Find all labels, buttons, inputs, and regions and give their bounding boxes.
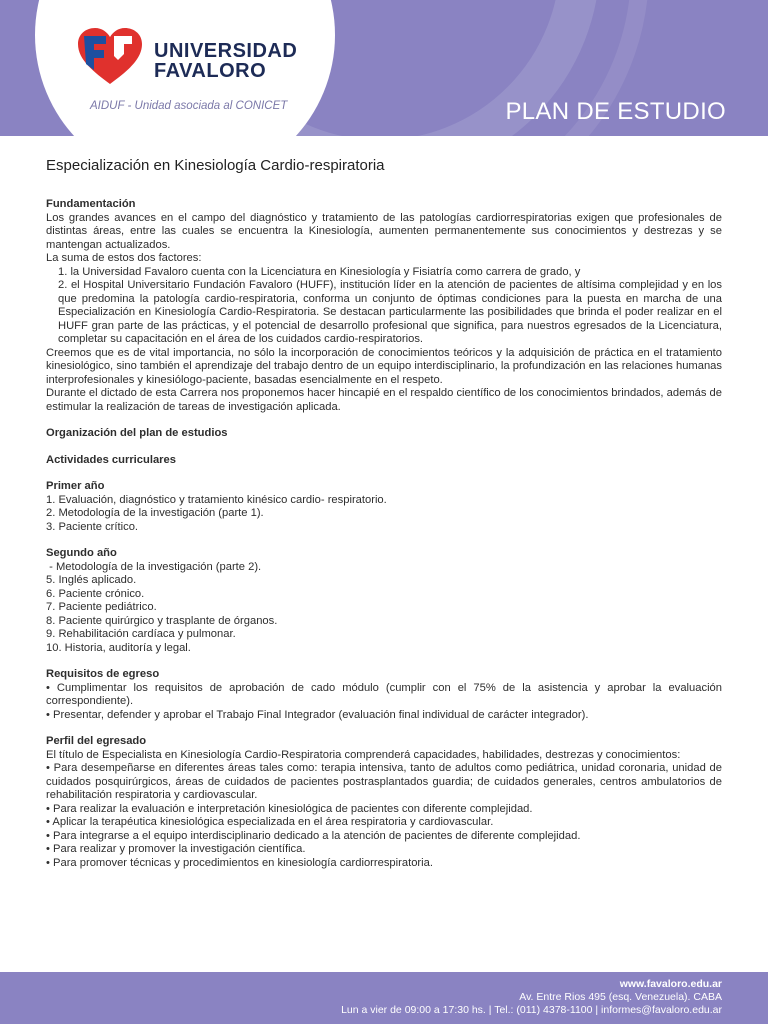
list-item: - Metodología de la investigación (parte 2). — [46, 560, 262, 573]
list-item: • Para desempeñarse en diferentes áreas tales como: terapia intensiva, tanto de adultos como pediátrica, unidad coronaria, unidad de cuidados posquirúrgicos, áreas de cuidados de pacientes postrasplantados guardia; de cuidados generales, centros ambulatorios de rehabilitación respiratoria y cardiovascular. — [46, 762, 722, 801]
list-item: 7. Paciente pediátrico. — [46, 601, 157, 613]
list-item: 8. Paciente quirúrgico y trasplante de órganos. — [46, 614, 278, 627]
list-item: • Para promover técnicas y procedimientos en kinesiología cardiorrespiratoria. — [46, 856, 433, 869]
header-band — [0, 0, 768, 136]
list-item: 6. Paciente crónico. — [46, 587, 145, 600]
document-body — [46, 150, 722, 870]
brand-line-1: UNIVERSIDAD — [154, 40, 298, 62]
list-item: 1. la Universidad Favaloro cuenta con la Licenciatura en Kinesiología y Fisiatría como carrera de grado, y — [58, 265, 581, 278]
list-item: • Para realizar la evaluación e interpretación kinesiológica de pacientes con diferente complejidad. — [46, 802, 533, 815]
list-item: 2. Metodología de la investigación (parte 1). — [46, 507, 264, 519]
section-heading-actividades: Actividades curriculares — [46, 453, 176, 466]
section-heading-requisitos: Requisitos de egreso — [46, 668, 160, 680]
section-heading-segundo-ano: Segundo año — [46, 547, 117, 559]
list-item: 3. Paciente crítico. — [46, 520, 139, 533]
list-item: • Para realizar y promover la investigación científica. — [46, 843, 306, 855]
list-item: 2. el Hospital Universitario Fundación Favaloro (HUFF), institución líder en la atención de pacientes de altísima complejidad y en los que predomina la patología cardio-respiratoria, conforma un conjunto de óptimas condiciones para la puesta en marcha de una Especialización en Kinesiología Cardio-Respiratoria. Se destacan particularmente las posibilidades que brinda el poder realizar en el HUFF gran parte de las prácticas, y el potencial de desarrollo profesional que significa, para nuestros egresados de la Licenciatura, completar su capacitación en el área de los cuidados cardio-respiratorios. — [58, 279, 722, 345]
address-text: Av. Entre Rios 495 (esq. Venezuela). CABA — [519, 991, 722, 1003]
heart-logo-icon — [74, 26, 146, 88]
list-item: • Aplicar la terapéutica kinesiológica especializada en el área respiratoria y cardiovascular. — [46, 816, 494, 828]
website-link[interactable]: www.favaloro.edu.ar — [619, 978, 722, 990]
paragraph: Creemos que es de vital importancia, no sólo la incorporación de conocimientos teóricos y la adquisición de práctica en el tratamiento kinesiológico, sino también el aprendizaje del trabajo dentro de un equipo interdisciplinario, la profundización en las relaciones humanas interprofesionales y kinesiólogo-paciente, basadas esencialmente en el respeto. — [46, 346, 722, 386]
section-heading-fundamentacion: Fundamentación — [46, 198, 136, 210]
paragraph: La suma de estos dos factores: — [46, 252, 202, 264]
footer-band — [0, 972, 768, 1024]
list-item: 5. Inglés aplicado. — [46, 574, 137, 586]
list-item: • Presentar, defender y aprobar el Trabajo Final Integrador (evaluación final individual de carácter integrador). — [46, 708, 589, 721]
paragraph: El título de Especialista en Kinesiología Cardio-Respiratoria comprenderá capacidades, habilidades, destrezas y conocimientos: — [46, 748, 681, 761]
list-item: 10. Historia, auditoría y legal. — [46, 641, 191, 654]
paragraph: Los grandes avances en el campo del diagnóstico y tratamiento de las patologías cardiorrespiratorias exigen que profesionales de distintas áreas, entre las cuales se encuentra la Kinesiología, aumenten permanentemente sus conocimientos y destrezas y se mantengan actualizados. — [46, 211, 722, 251]
section-heading-perfil: Perfil del egresado — [46, 735, 147, 747]
list-item: 1. Evaluación, diagnóstico y tratamiento kinésico cardio- respiratorio. — [46, 493, 387, 506]
paragraph: Durante el dictado de esta Carrera nos proponemos hacer hincapié en el respaldo científico de los conocimientos brindados, además de estimular la realización de tareas de investigación aplicada. — [46, 387, 723, 413]
list-item: • Para integrarse a el equipo interdisciplinario dedicado a la atención de pacientes de diferente complejidad. — [46, 829, 581, 842]
section-heading-primer-ano: Primer año — [46, 480, 105, 492]
section-heading-organizacion: Organización del plan de estudios — [46, 427, 228, 439]
contact-text: Lun a vier de 09:00 a 17:30 hs. | Tel.: (011) 4378-1100 | informes@favaloro.edu.ar — [341, 1004, 722, 1016]
university-logo[interactable] — [70, 22, 330, 122]
document-title: Especialización en Kinesiología Cardio-respiratoria — [46, 157, 385, 174]
footer-contact-block — [341, 978, 722, 1017]
tagline: AIDUF - Unidad asociada al CONICET — [90, 100, 288, 112]
plan-title: PLAN DE ESTUDIO — [505, 98, 726, 125]
list-item: 9. Rehabilitación cardíaca y pulmonar. — [46, 628, 236, 640]
list-item: • Cumplimentar los requisitos de aprobación de cado módulo (cumplir con el 75% de la asistencia y aprobar la evaluación correspondiente). — [46, 681, 722, 707]
brand-line-2: FAVALORO — [154, 60, 267, 82]
